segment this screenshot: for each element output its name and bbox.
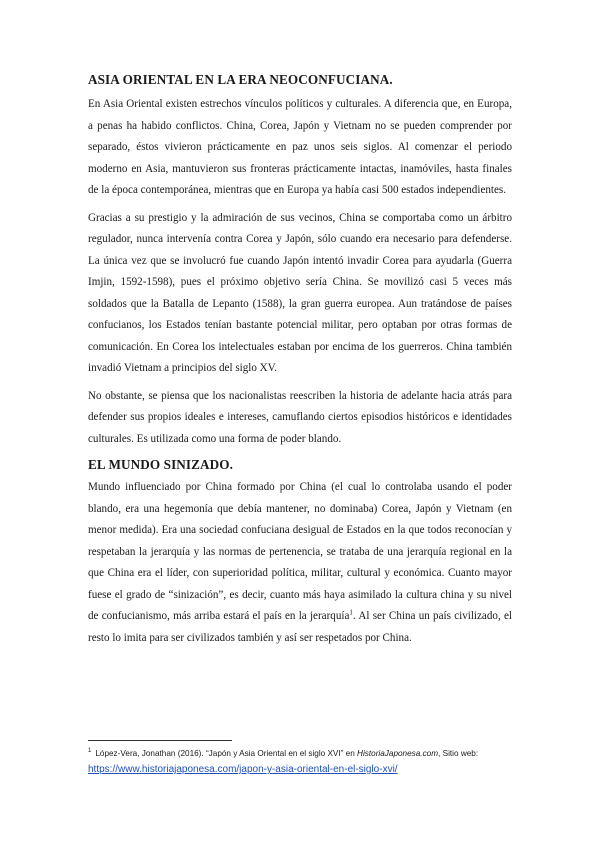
footnote-citation: López-Vera, Jonathan (2016). “Japón y Asia Oriental en el siglo XVI” en [95, 749, 358, 758]
footnote-citation-tail: , Sitio web: [438, 749, 479, 758]
section-title-asia-oriental: ASIA ORIENTAL EN LA ERA NEOCONFUCIANA. [88, 72, 393, 87]
paragraph-text: . Al ser China un país civilizado, el resto lo imita para ser civilizados también y así ser respetados por China. [88, 610, 513, 644]
paragraph: Gracias a su prestigio y la admiración de sus vecinos, China se comportaba como un árbitro regulador, nunca intervenía contra Corea y Japón, sólo cuando era necesario para defenderse. La única vez que se involucró fue cuando Japón intentó invadir Corea para ayudarla (Guerra Imjin, 1592-1598), pues el próximo objetivo sería China. Se movilizó casi 5 veces más soldados que la Batalla de Lepanto (1588), la gran guerra europea. Aun tratándose de países confucianos, los Estados tenían bastante potencial militar, pero optaban por otras formas de comunicación. En Corea los intelectuales estaban por encima de los guerreros. China también invadió Vietnam a principios del siglo XV. [88, 211, 512, 374]
footnote-separator [88, 740, 232, 741]
paragraph [88, 477, 512, 649]
section-title-mundo-sinizado: EL MUNDO SINIZADO. [88, 457, 234, 472]
footnote-number: 1 [88, 748, 92, 755]
paragraph-text: Mundo influenciado por China formado por China (el cual lo controlaba usando el poder blando, era una hegemonía que debía mantener, no dominaba) Corea, Japón y Vietnam (en menor medida). Era una sociedad confuciana desigual de Estados en la que todos reconocían y respetaban la jerarquía y las normas de pertenencia, se trataba de una jerarquía regional en la que China era el líder, con superioridad política, militar, cultural y económica. Cuanto mayor fuese el grado de “sinización”, es decir, cuanto más haya asimilado la cultura china y su nivel de confucianismo, más arriba estará el país en la jerarquía [88, 481, 512, 622]
document-body [88, 72, 512, 655]
footnote [88, 746, 512, 778]
footnote-reference[interactable]: 1 [349, 608, 353, 617]
paragraph: En Asia Oriental existen estrechos vínculos políticos y culturales. A diferencia que, en Europa, a penas ha habido conflictos. China, Corea, Japón y Vietnam no se pueden comprender por separado, éstos vivieron prácticamente en paz unos seis siglos. Al comenzar el periodo moderno en Asia, mantuvieron sus fronteras prácticamente intactas, inamóviles, hasta finales de la época contemporánea, mientras que en Europa ya había casi 500 estados independientes. [88, 98, 512, 196]
paragraph: No obstante, se piensa que los nacionalistas reescriben la historia de adelante hacia atrás para defender sus propios ideales e intereses, camuflando ciertos episodios históricos e identidades culturales. Es utilizada como una forma de poder blando. [88, 389, 512, 445]
footnote-source: HistoriaJaponesa.com [357, 749, 439, 758]
footnote-link[interactable]: https://www.historiajaponesa.com/japon-y-asia-oriental-en-el-siglo-xvi/ [88, 764, 398, 775]
